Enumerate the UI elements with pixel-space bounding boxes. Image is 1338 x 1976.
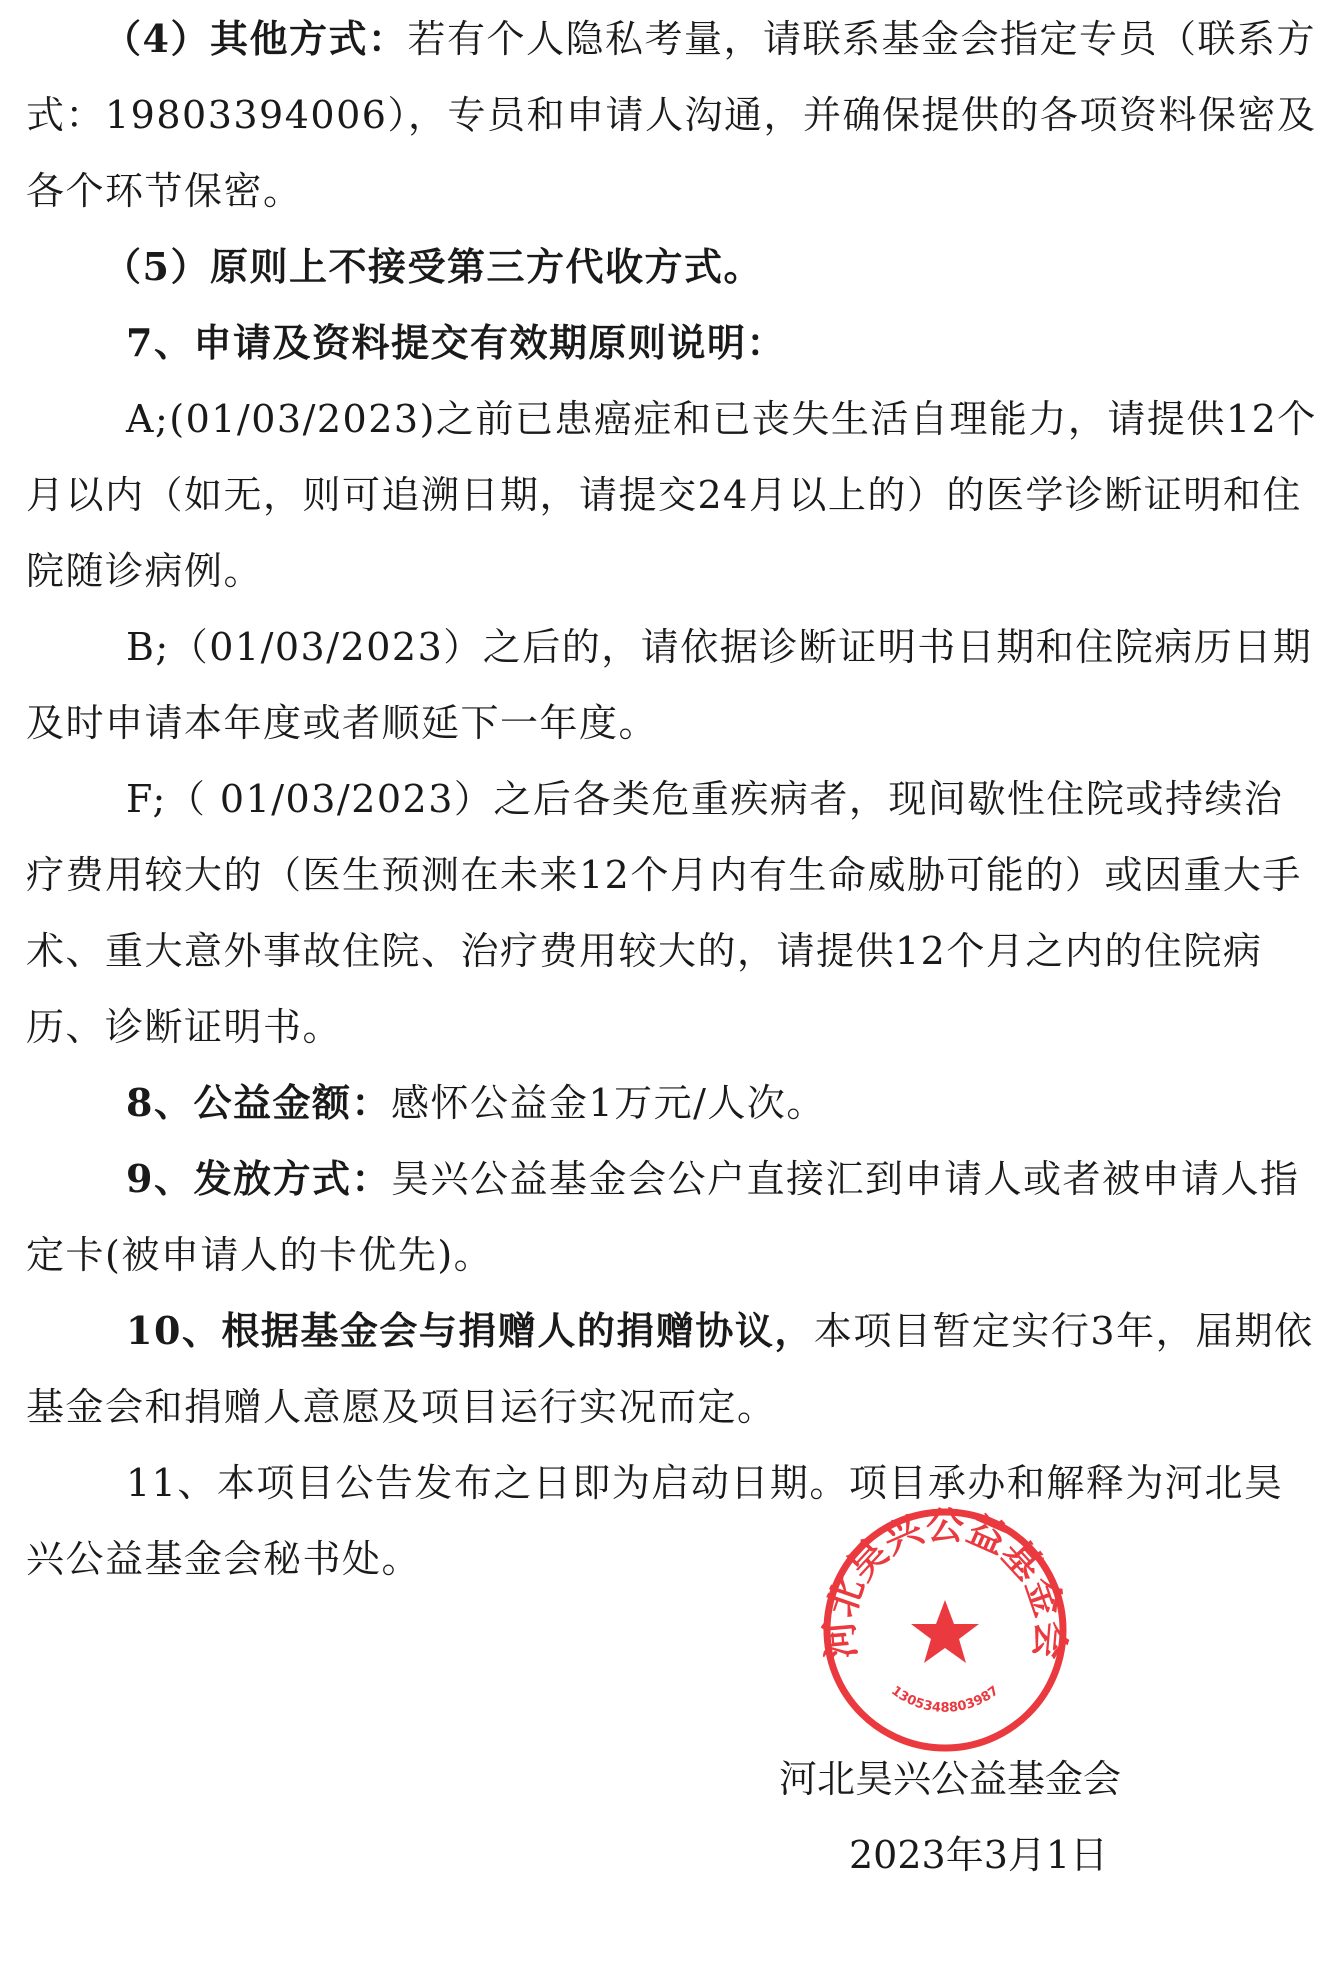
paragraph-no-third-party [26, 229, 1318, 305]
paragraph-text: F;（ 01/03/2023）之后各类危重疾病者，现间歇性住院或持续治疗费用较大的（医生预测在未来12个月内有生命威胁可能的）或因重大手术、重大意外事故住院、治疗费用较大的，请提供12个月之内的住院病历、诊断证明书。 [26, 777, 1302, 1049]
paragraph-rule-a [26, 381, 1318, 609]
paragraph-distribution [26, 1141, 1318, 1293]
paragraph-term [26, 1293, 1318, 1445]
paragraph-validity-heading [26, 305, 1318, 381]
paragraph-text: 感怀公益金1万元/人次。 [390, 1081, 826, 1125]
official-seal-stamp [815, 1500, 1075, 1760]
seal-star-icon [911, 1600, 979, 1663]
paragraph-label: 10、根据基金会与捐赠人的捐赠协议， [126, 1308, 814, 1353]
paragraph-text: B;（01/03/2023）之后的，请依据诊断证明书日期和住院病历日期及时申请本年度或者顺延下一年度。 [26, 625, 1313, 745]
paragraph-label: 7、申请及资料提交有效期原则说明： [126, 320, 786, 365]
paragraph-text: 若有个人隐私考量，请联系基金会指定专员（联系方式：19803394006），专员和申请人沟通，并确保提供的各项资料保密及各个环节保密。 [26, 17, 1317, 213]
paragraph-rule-b [26, 609, 1318, 761]
paragraph-label: 9、发放方式： [126, 1156, 391, 1201]
seal-organization-textpath: 河北昊兴公益基金会 [816, 1503, 1074, 1661]
paragraph-text: 本项目公告发布之日即为启动日期。项目承办和解释为河北昊兴公益基金会秘书处。 [26, 1461, 1284, 1581]
paragraph-amount [26, 1065, 1318, 1141]
paragraph-text: 昊兴公益基金会公户直接汇到申请人或者被申请人指定卡(被申请人的卡优先)。 [26, 1157, 1300, 1277]
paragraph-start-date [26, 1445, 1318, 1597]
document-body [26, 0, 1318, 1597]
paragraph-text: 本项目暂定实行3年，届期依基金会和捐赠人意愿及项目运行实况而定。 [26, 1309, 1314, 1429]
paragraph-text: A;(01/03/2023)之前已患癌症和已丧失生活自理能力，请提供12个月以内（如无，则可追溯日期，请提交24月以上的）的医学诊断证明和住院随诊病例。 [26, 397, 1317, 593]
paragraph-rule-f [26, 761, 1318, 1065]
paragraph-label: （5）原则上不接受第三方代收方式。 [103, 244, 763, 289]
seal-code-text [888, 1683, 1001, 1715]
signature-date: 2023年3月1日 [849, 1833, 1109, 1877]
seal-code-textpath: 1305348803987 [888, 1683, 1002, 1716]
paragraph-label: 11、 [126, 1461, 217, 1505]
paragraph-other-methods [26, 0, 1318, 229]
signature-organization: 河北昊兴公益基金会 [779, 1757, 1122, 1801]
paragraph-label: （4）其他方式： [103, 16, 408, 61]
paragraph-label: 8、公益金额： [126, 1080, 391, 1125]
